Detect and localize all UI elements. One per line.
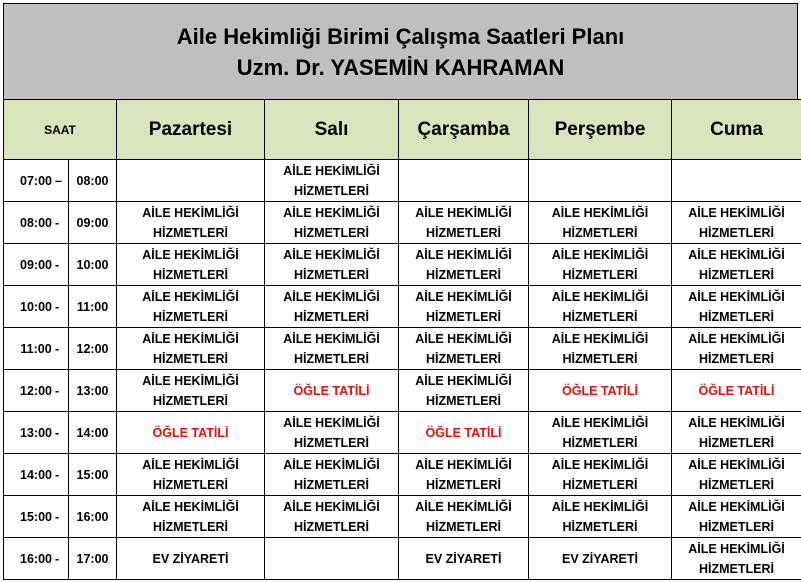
time-end: 13:00 xyxy=(76,383,109,398)
schedule-cell: AİLE HEKİMLİĞİ HİZMETLERİ xyxy=(265,202,399,244)
time-end: 16:00 xyxy=(76,509,109,524)
time-start: 07:00 xyxy=(4,160,69,202)
time-start: 15:00 xyxy=(4,496,69,538)
schedule-cell xyxy=(117,160,265,202)
schedule-cell: AİLE HEKİMLİĞİ HİZMETLERİ xyxy=(529,286,672,328)
schedule-cell: AİLE HEKİMLİĞİ HİZMETLERİ xyxy=(399,286,529,328)
time-start: 12:00 xyxy=(4,370,69,412)
schedule-cell: AİLE HEKİMLİĞİ HİZMETLERİ xyxy=(117,370,265,412)
schedule-cell: AİLE HEKİMLİĞİ HİZMETLERİ xyxy=(529,202,672,244)
schedule-title: Aile Hekimliği Birimi Çalışma Saatleri Planı xyxy=(176,23,625,49)
time-end-cell xyxy=(55,244,117,286)
day-header: Perşembe xyxy=(529,100,672,160)
schedule-cell: AİLE HEKİMLİĞİ HİZMETLERİ xyxy=(672,328,801,370)
time-end-cell xyxy=(55,538,117,580)
time-end: 14:00 xyxy=(76,425,109,440)
schedule-cell: AİLE HEKİMLİĞİ HİZMETLERİ xyxy=(265,328,399,370)
schedule-cell: AİLE HEKİMLİĞİ HİZMETLERİ xyxy=(529,328,672,370)
schedule-cell: AİLE HEKİMLİĞİ HİZMETLERİ xyxy=(117,244,265,286)
title-block xyxy=(3,3,798,100)
day-header: Salı xyxy=(265,100,399,160)
time-start: 13:00 xyxy=(4,412,69,454)
time-start: 09:00 xyxy=(4,244,69,286)
time-separator: – xyxy=(55,173,62,188)
doctor-name: Uzm. Dr. YASEMİN KAHRAMAN xyxy=(236,54,565,80)
schedule-cell: AİLE HEKİMLİĞİ HİZMETLERİ xyxy=(117,496,265,538)
table-row xyxy=(4,286,801,328)
schedule-cell: EV ZİYARETİ xyxy=(399,538,529,580)
time-end-cell xyxy=(55,454,117,496)
schedule-cell: AİLE HEKİMLİĞİ HİZMETLERİ xyxy=(265,454,399,496)
schedule-cell: AİLE HEKİMLİĞİ HİZMETLERİ xyxy=(399,370,529,412)
schedule-cell: AİLE HEKİMLİĞİ HİZMETLERİ xyxy=(672,286,801,328)
time-end: 11:00 xyxy=(76,299,109,314)
schedule-cell: AİLE HEKİMLİĞİ HİZMETLERİ xyxy=(672,454,801,496)
schedule-cell: AİLE HEKİMLİĞİ HİZMETLERİ xyxy=(529,412,672,454)
table-row xyxy=(4,412,801,454)
schedule-cell: ÖĞLE TATİLİ xyxy=(117,412,265,454)
schedule-cell: AİLE HEKİMLİĞİ HİZMETLERİ xyxy=(399,202,529,244)
time-start: 16:00 xyxy=(4,538,69,580)
schedule-cell: AİLE HEKİMLİĞİ HİZMETLERİ xyxy=(117,454,265,496)
schedule-cell: AİLE HEKİMLİĞİ HİZMETLERİ xyxy=(672,412,801,454)
saat-header: SAAT xyxy=(4,100,117,160)
day-header: Çarşamba xyxy=(399,100,529,160)
time-end-cell xyxy=(55,202,117,244)
table-row xyxy=(4,538,801,580)
schedule-cell: EV ZİYARETİ xyxy=(529,538,672,580)
time-separator: - xyxy=(55,215,60,230)
time-end: 15:00 xyxy=(76,467,109,482)
table-row xyxy=(4,454,801,496)
time-separator: - xyxy=(55,299,60,314)
time-end: 08:00 xyxy=(76,173,109,188)
time-end-cell xyxy=(55,160,117,202)
schedule-cell: AİLE HEKİMLİĞİ HİZMETLERİ xyxy=(117,202,265,244)
table-row xyxy=(4,160,801,202)
schedule-cell: AİLE HEKİMLİĞİ HİZMETLERİ xyxy=(399,496,529,538)
schedule-cell: ÖĞLE TATİLİ xyxy=(672,370,801,412)
schedule-cell: AİLE HEKİMLİĞİ HİZMETLERİ xyxy=(529,244,672,286)
day-header: Cuma xyxy=(672,100,801,160)
time-separator: - xyxy=(55,551,60,566)
time-separator: - xyxy=(55,341,60,356)
time-end-cell xyxy=(55,412,117,454)
schedule-cell: AİLE HEKİMLİĞİ HİZMETLERİ xyxy=(265,412,399,454)
schedule-cell: AİLE HEKİMLİĞİ HİZMETLERİ xyxy=(265,244,399,286)
schedule-cell: AİLE HEKİMLİĞİ HİZMETLERİ xyxy=(265,496,399,538)
time-end-cell xyxy=(55,496,117,538)
schedule-cell: AİLE HEKİMLİĞİ HİZMETLERİ xyxy=(399,454,529,496)
schedule-cell: AİLE HEKİMLİĞİ HİZMETLERİ xyxy=(117,286,265,328)
schedule-cell xyxy=(529,160,672,202)
time-separator: - xyxy=(55,425,60,440)
table-row xyxy=(4,370,801,412)
schedule-cell: AİLE HEKİMLİĞİ HİZMETLERİ xyxy=(672,202,801,244)
table-row xyxy=(4,202,801,244)
time-start: 10:00 xyxy=(4,286,69,328)
schedule-cell xyxy=(672,160,801,202)
schedule-cell xyxy=(399,160,529,202)
table-row xyxy=(4,244,801,286)
time-end: 12:00 xyxy=(76,341,109,356)
time-end-cell xyxy=(55,328,117,370)
time-start: 14:00 xyxy=(4,454,69,496)
schedule-table xyxy=(3,99,801,580)
schedule-cell: ÖĞLE TATİLİ xyxy=(265,370,399,412)
schedule-cell: AİLE HEKİMLİĞİ HİZMETLERİ xyxy=(265,160,399,202)
schedule-cell: AİLE HEKİMLİĞİ HİZMETLERİ xyxy=(529,454,672,496)
time-separator: - xyxy=(55,383,60,398)
time-end-cell xyxy=(55,370,117,412)
schedule-cell xyxy=(265,538,399,580)
schedule-cell: EV ZİYARETİ xyxy=(117,538,265,580)
time-separator: - xyxy=(55,509,60,524)
schedule-cell: AİLE HEKİMLİĞİ HİZMETLERİ xyxy=(672,538,801,580)
time-start: 08:00 xyxy=(4,202,69,244)
day-header: Pazartesi xyxy=(117,100,265,160)
time-end: 17:00 xyxy=(76,551,109,566)
time-end-cell xyxy=(55,286,117,328)
schedule-cell: AİLE HEKİMLİĞİ HİZMETLERİ xyxy=(399,244,529,286)
schedule-cell: AİLE HEKİMLİĞİ HİZMETLERİ xyxy=(399,328,529,370)
table-row xyxy=(4,328,801,370)
time-end: 10:00 xyxy=(76,257,109,272)
time-separator: - xyxy=(55,257,60,272)
table-row xyxy=(4,496,801,538)
schedule-cell: AİLE HEKİMLİĞİ HİZMETLERİ xyxy=(265,286,399,328)
schedule-cell: AİLE HEKİMLİĞİ HİZMETLERİ xyxy=(529,496,672,538)
schedule-cell: ÖĞLE TATİLİ xyxy=(529,370,672,412)
schedule-cell: AİLE HEKİMLİĞİ HİZMETLERİ xyxy=(672,244,801,286)
header-row xyxy=(4,100,801,160)
time-start: 11:00 xyxy=(4,328,69,370)
time-end: 09:00 xyxy=(76,215,109,230)
schedule-cell: ÖĞLE TATİLİ xyxy=(399,412,529,454)
schedule-cell: AİLE HEKİMLİĞİ HİZMETLERİ xyxy=(672,496,801,538)
schedule-sheet xyxy=(3,3,798,579)
schedule-cell: AİLE HEKİMLİĞİ HİZMETLERİ xyxy=(117,328,265,370)
time-separator: - xyxy=(55,467,60,482)
